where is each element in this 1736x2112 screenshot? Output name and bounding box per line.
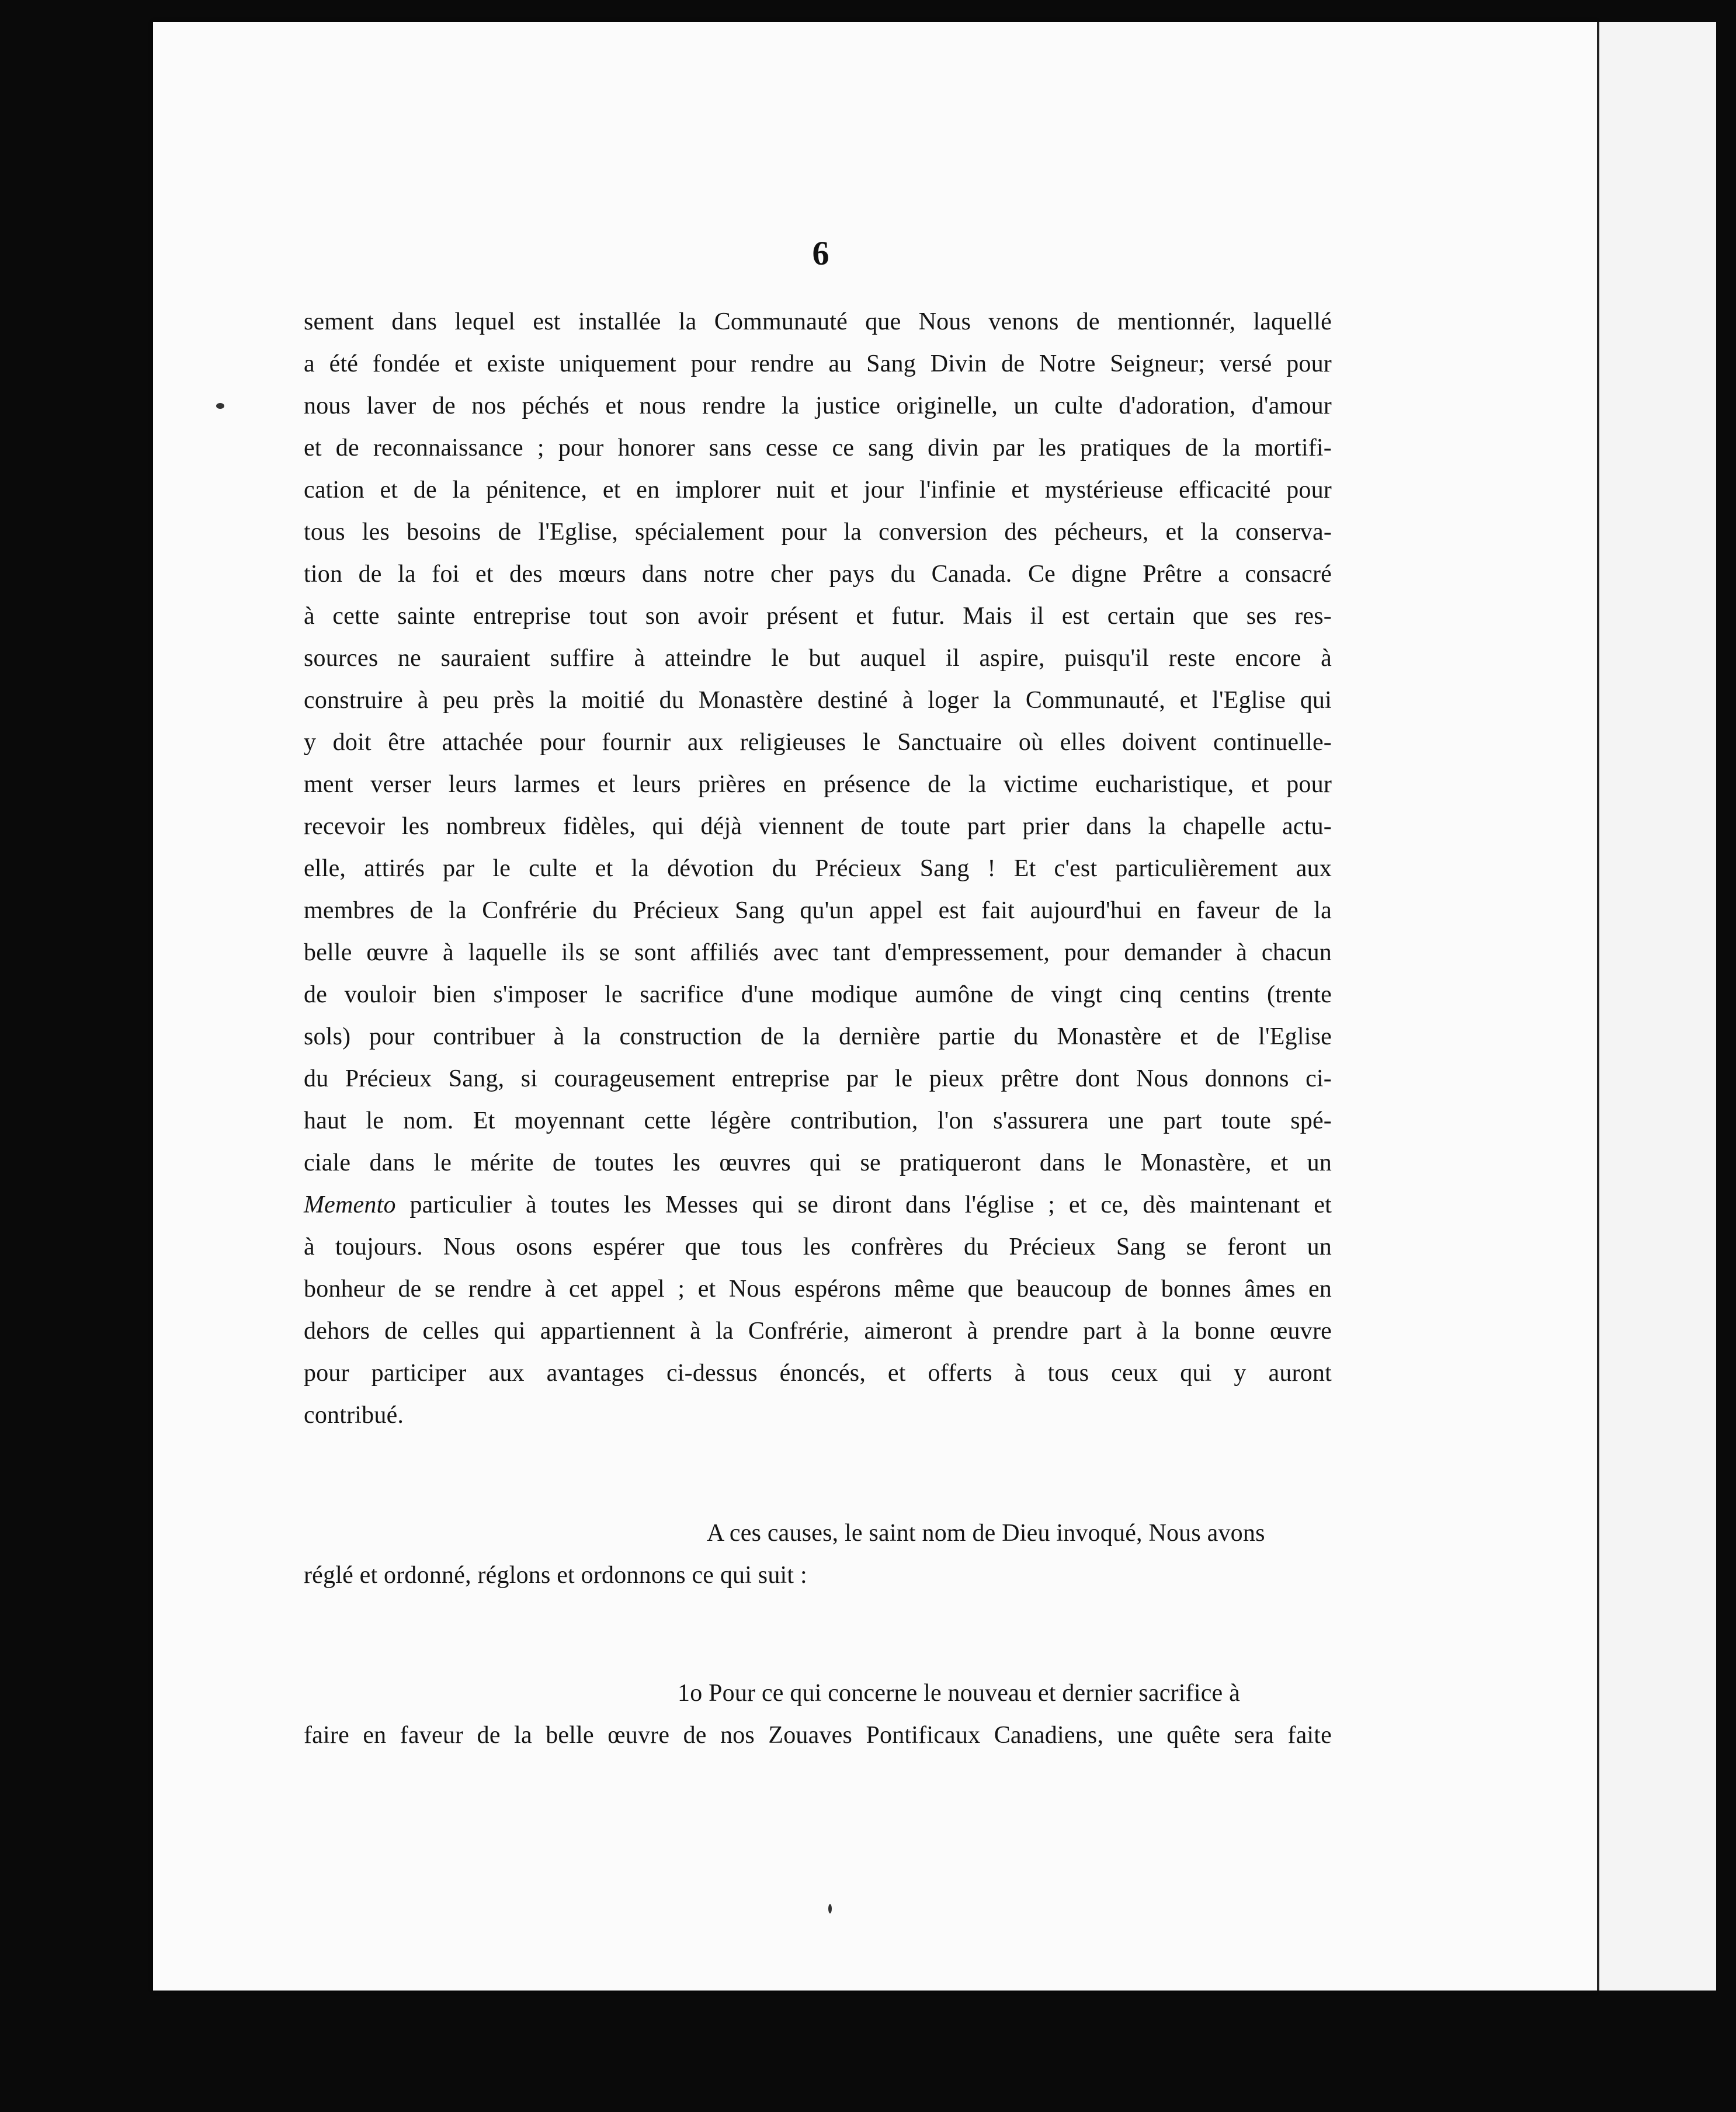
text-line: y doit être attachée pour fournir aux religieuses le Sanctuaire où elles doivent continuelle- xyxy=(304,729,1332,756)
text-line: de vouloir bien s'imposer le sacrifice d'une modique aumône de vingt cinq centins (trente xyxy=(304,981,1332,1008)
text-line: 1o Pour ce qui concerne le nouveau et dernier sacrifice à xyxy=(678,1680,1240,1707)
text-line: dehors de celles qui appartiennent à la Confrérie, aimeront à prendre part à la bonne œuvre xyxy=(304,1318,1332,1345)
text-line: contribué. xyxy=(304,1402,404,1429)
text-line: bonheur de se rendre à cet appel ; et Nous espérons même que beaucoup de bonnes âmes en xyxy=(304,1276,1332,1302)
text-line: ment verser leurs larmes et leurs prières en présence de la victime eucharistique, et pour xyxy=(304,771,1332,798)
margin-mark xyxy=(828,1904,832,1913)
text-line: à cette sainte entreprise tout son avoir présent et futur. Mais il est certain que ses res- xyxy=(304,603,1332,630)
text-line: pour participer aux avantages ci-dessus énoncés, et offerts à tous ceux qui y auront xyxy=(304,1360,1332,1387)
text-line: ciale dans le mérite de toutes les œuvres qui se pratiqueront dans le Monastère, et un xyxy=(304,1149,1332,1176)
text-line: cation et de la pénitence, et en implorer nuit et jour l'infinie et mystérieuse efficacité pour xyxy=(304,477,1332,503)
body-text xyxy=(304,301,1332,1756)
text-line: faire en faveur de la belle œuvre de nos Zouaves Pontificaux Canadiens, une quête sera faite xyxy=(304,1722,1332,1749)
text-line: nous laver de nos péchés et nous rendre la justice originelle, un culte d'adoration, d'amour xyxy=(304,392,1332,419)
text-line: haut le nom. Et moyennant cette légère contribution, l'on s'assurera une part toute spé- xyxy=(304,1107,1332,1134)
text-line: belle œuvre à laquelle ils se sont affiliés avec tant d'empressement, pour demander à chacun xyxy=(304,939,1332,966)
text-line: elle, attirés par le culte et la dévotion du Précieux Sang ! Et c'est particulièrement aux xyxy=(304,855,1332,882)
text-line: réglé et ordonné, réglons et ordonnons ce qui suit : xyxy=(304,1562,807,1589)
text-line: et de reconnaissance ; pour honorer sans cesse ce sang divin par les pratiques de la mortifi- xyxy=(304,435,1332,461)
text-line: construire à peu près la moitié du Monastère destiné à loger la Communauté, et l'Eglise qui xyxy=(304,687,1332,714)
text-line-memento xyxy=(304,1184,1332,1226)
text-line: A ces causes, le saint nom de Dieu invoqué, Nous avons xyxy=(707,1520,1265,1547)
text-line: tous les besoins de l'Eglise, spécialement pour la conversion des pécheurs, et la conserva- xyxy=(304,519,1332,546)
text-line: recevoir les nombreux fidèles, qui déjà viennent de toute part prier dans la chapelle actu- xyxy=(304,813,1332,840)
text-line: a été fondée et existe uniquement pour rendre au Sang Divin de Notre Seigneur; versé pour xyxy=(304,350,1332,377)
margin-mark xyxy=(216,403,224,409)
memento-word: Memento xyxy=(304,1192,396,1218)
text-line: membres de la Confrérie du Précieux Sang qu'un appel est fait aujourd'hui en faveur de la xyxy=(304,897,1332,924)
text-line: sement dans lequel est installée la Communauté que Nous venons de mentionnér, laquellé xyxy=(304,308,1332,335)
text-line: à toujours. Nous osons espérer que tous les confrères du Précieux Sang se feront un xyxy=(304,1234,1332,1260)
next-page-edge xyxy=(1597,22,1716,1991)
text-line: sources ne sauraient suffire à atteindre le but auquel il aspire, puisqu'il reste encore à xyxy=(304,645,1332,672)
memento-rest: particulier à toutes les Messes qui se diront dans l'église ; et ce, dès maintenant et xyxy=(395,1192,1332,1218)
page-number: 6 xyxy=(812,234,829,272)
text-line: tion de la foi et des mœurs dans notre cher pays du Canada. Ce digne Prêtre a consacré xyxy=(304,561,1332,588)
text-line: sols) pour contribuer à la construction de la dernière partie du Monastère et de l'Eglise xyxy=(304,1023,1332,1050)
text-line: du Précieux Sang, si courageusement entreprise par le pieux prêtre dont Nous donnons ci- xyxy=(304,1065,1332,1092)
